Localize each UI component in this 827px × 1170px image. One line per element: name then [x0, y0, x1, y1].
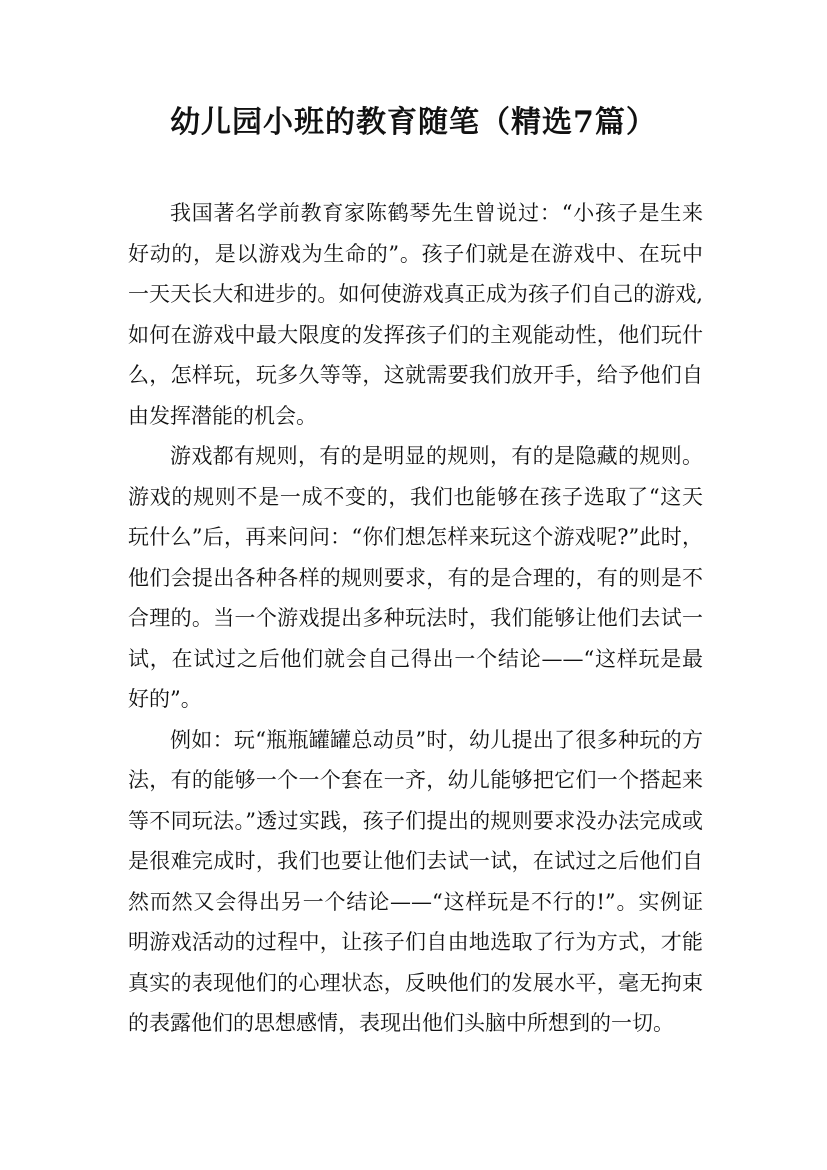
paragraph-3: 例如：玩“瓶瓶罐罐总动员”时，幼儿提出了很多种玩的方法，有的能够一个一个套在一齐，幼儿能够把它们一个搭起来等不同玩法。”透过实践，孩子们提出的规则要求没办法完成或是很难完成时，我们也要让他们去试一试，在试过之后他们自然而然又会得出另一个结论——“这样玩是不行的!”。实例证明游戏活动的过程中，让孩子们自由地选取了行为方式，才能真实的表现他们的心理状态，反映他们的发展水平，毫无拘束的表露他们的思想感情，表现出他们头脑中所想到的一切。 [128, 727, 703, 1035]
article-body [128, 193, 703, 1044]
paragraph-1: 我国著名学前教育家陈鹤琴先生曾说过：“小孩子是生来好动的，是以游戏为生命的”。孩子们就是在游戏中、在玩中一天天长大和进步的。如何使游戏真正成为孩子们自己的游戏,如何在游戏中最大限度的发挥孩子们的主观能动性，他们玩什么，怎样玩，玩多久等等，这就需要我们放开手，给予他们自由发挥潜能的机会。 [128, 201, 703, 428]
paragraph-2: 游戏都有规则，有的是明显的规则，有的是隐藏的规则。游戏的规则不是一成不变的，我们也能够在孩子选取了“这天玩什么”后，再来问问：“你们想怎样来玩这个游戏呢?”此时，他们会提出各种各样的规则要求，有的是合理的，有的则是不合理的。当一个游戏提出多种玩法时，我们能够让他们去试一试，在试过之后他们就会自己得出一个结论——“这样玩是最好的”。 [128, 444, 703, 711]
page-title: 幼儿园小班的教育随笔（精选7篇） [170, 105, 657, 140]
